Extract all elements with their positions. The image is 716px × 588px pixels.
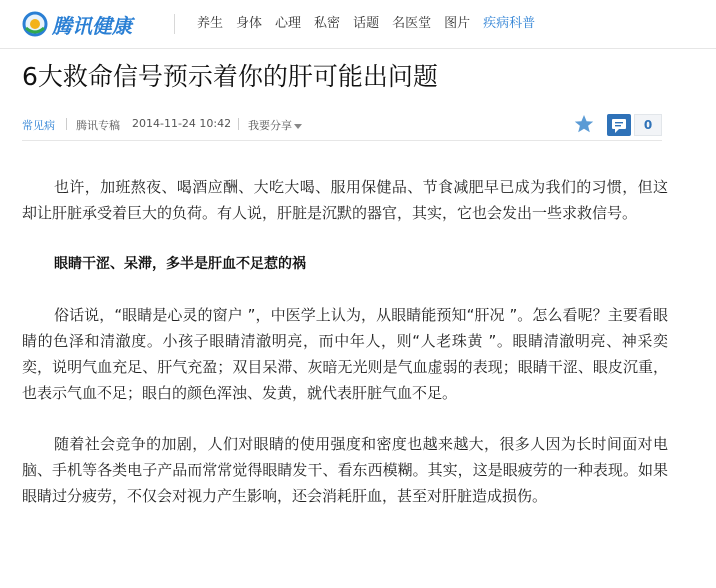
article-subheading: 眼睛干涩、呆滞，多半是肝血不足惹的祸: [54, 256, 306, 272]
main-nav: [197, 15, 548, 33]
article-body: [22, 174, 668, 509]
comment-icon: [607, 114, 631, 136]
tencent-logo-icon: [22, 11, 48, 37]
article-time: 2014-11-24 10:42: [132, 117, 232, 130]
site-header: [0, 0, 716, 49]
site-logo[interactable]: [22, 9, 132, 39]
meta-divider: [238, 118, 239, 130]
article-title: 6大救命信号预示着你的肝可能出问题: [22, 62, 438, 91]
nav-item[interactable]: 图片: [444, 16, 471, 31]
nav-item[interactable]: 疾病科普: [483, 16, 536, 31]
comment-count[interactable]: 0: [634, 114, 662, 136]
article-meta: [22, 112, 662, 141]
meta-divider: [66, 118, 67, 130]
comment-button[interactable]: [607, 114, 631, 136]
category-link[interactable]: 常见病: [22, 119, 55, 132]
share-label: 我要分享: [248, 119, 292, 132]
article-paragraph: 随着社会竞争的加剧，人们对眼睛的使用强度和密度也越来越大，很多人因为长时间面对电脑、手机等各类电子产品而常常觉得眼睛发干、看东西模糊。其实，这是眼疲劳的一种表现。如果眼睛过分疲劳，不仅会对视力产生影响，还会消耗肝血，甚至对肝脏造成损伤。: [22, 435, 668, 505]
star-icon[interactable]: [573, 113, 595, 135]
nav-item[interactable]: 心理: [275, 16, 302, 31]
caret-down-icon: [294, 124, 302, 129]
nav-item[interactable]: 话题: [353, 16, 380, 31]
article-paragraph: 也许，加班熬夜、喝酒应酬、大吃大喝、服用保健品、节食减肥早已成为我们的习惯，但这却让肝脏承受着巨大的负荷。有人说，肝脏是沉默的器官，其实，它也会发出一些求救信号。: [22, 178, 668, 222]
article-paragraph: 俗话说，“眼睛是心灵的窗户 ”，中医学上认为，从眼睛能预知“肝况 ”。怎么看呢？主要看眼睛的色泽和清澈度。小孩子眼睛清澈明亮，而中年人，则“人老珠黄 ”。眼睛清澈明亮、神采奕奕，说明气血充足、肝气充盈；双目呆滞、灰暗无光则是气血虚弱的表现；眼睛干涩、眼皮沉重，也表示气血不足；眼白的颜色浑浊、发黄，就代表肝脏气血不足。: [22, 306, 668, 402]
logo-text: 腾讯健康: [52, 13, 132, 38]
nav-item[interactable]: 名医堂: [392, 16, 432, 31]
nav-item[interactable]: 私密: [314, 16, 341, 31]
header-divider: [174, 14, 175, 34]
article-source: 腾讯专稿: [76, 119, 120, 132]
share-button[interactable]: [248, 117, 302, 133]
nav-item[interactable]: 身体: [236, 16, 263, 31]
nav-item[interactable]: 养生: [197, 16, 224, 31]
